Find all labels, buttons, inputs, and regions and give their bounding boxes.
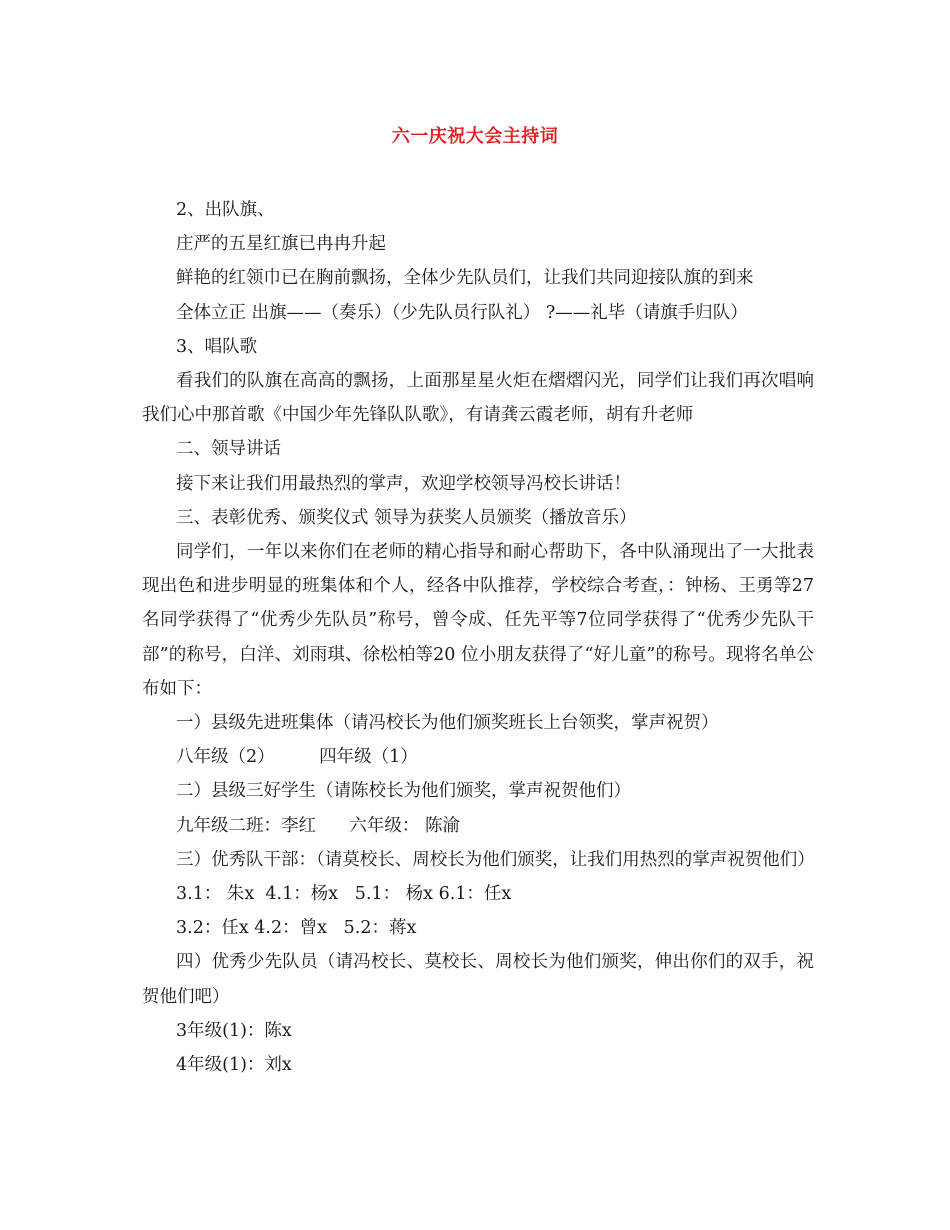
paragraph-members: 四）优秀少先队员（请冯校长、莫校长、周校长为他们颁奖，伸出你们的双手，祝贺他们吧）	[142, 952, 814, 1007]
text-line: 3.2：任x 4.2：曾x 5.2：蒋x	[176, 918, 417, 939]
paragraph-awards: 同学们，一年以来你们在老师的精心指导和耐心帮助下，各中队涌现出了一大批表现出色和进步明显的班集体和个人，经各中队推荐，学校综合考查，：钟杨、王勇等27名同学获得了“优秀少先队员”称号，曾令成、任先平等7位同学获得了“优秀少先队干部”的称号，白洋、刘雨琪、徐松柏等20 位小朋友获得了“好儿童”的称号。现将名单公布如下：	[142, 542, 814, 699]
text-line: 八年级（2） 四年级（1）	[176, 747, 418, 768]
document-title: 六一庆祝大会主持词	[391, 126, 559, 147]
subsection-students-heading: 二）县级三好学生（请陈校长为他们颁奖，掌声祝贺他们）	[176, 781, 631, 802]
subsection-class-heading: 一）县级先进班集体（请冯校长为他们颁奖班长上台领奖，掌声祝贺）	[176, 713, 719, 734]
text-line: 接下来让我们用最热烈的掌声，欢迎学校领导冯校长讲话！	[176, 473, 631, 494]
section-speech-heading: 二、领导讲话	[176, 439, 281, 460]
section-anthem-heading: 3、唱队歌	[176, 336, 258, 357]
text-line: 3.1： 朱x 4.1：杨x 5.1： 杨x 6.1：任x	[176, 884, 512, 905]
section-awards-heading: 三、表彰优秀、颁奖仪式 领导为获奖人员颁奖（播放音乐）	[176, 507, 637, 528]
document-body	[142, 193, 814, 1082]
section-flag-heading: 2、出队旗、	[176, 200, 275, 220]
text-line: 3年级(1)：陈x	[176, 1020, 292, 1041]
text-line: 4年级(1)：刘x	[176, 1055, 292, 1076]
text-line: 庄严的五星红旗已冉冉升起	[176, 234, 386, 255]
paragraph-cadres: 三）优秀队干部：（请莫校长、周校长为他们颁奖，让我们用热烈的掌声祝贺他们）	[176, 849, 815, 870]
text-line: 九年级二班：李红 六年级： 陈渝	[176, 815, 460, 836]
text-line: 鲜艳的红领巾已在胸前飘扬，全体少先队员们，让我们共同迎接队旗的到来	[176, 268, 754, 289]
paragraph-anthem: 看我们的队旗在高高的飘扬，上面那星星火炬在熠熠闪光，同学们让我们再次唱响我们心中那首歌《中国少年先锋队队歌》，有请龚云霞老师，胡有升老师	[142, 371, 814, 426]
text-line: 全体立正 出旗——（奏乐）（少先队员行队礼） ?——礼毕（请旗手归队）	[176, 302, 748, 323]
